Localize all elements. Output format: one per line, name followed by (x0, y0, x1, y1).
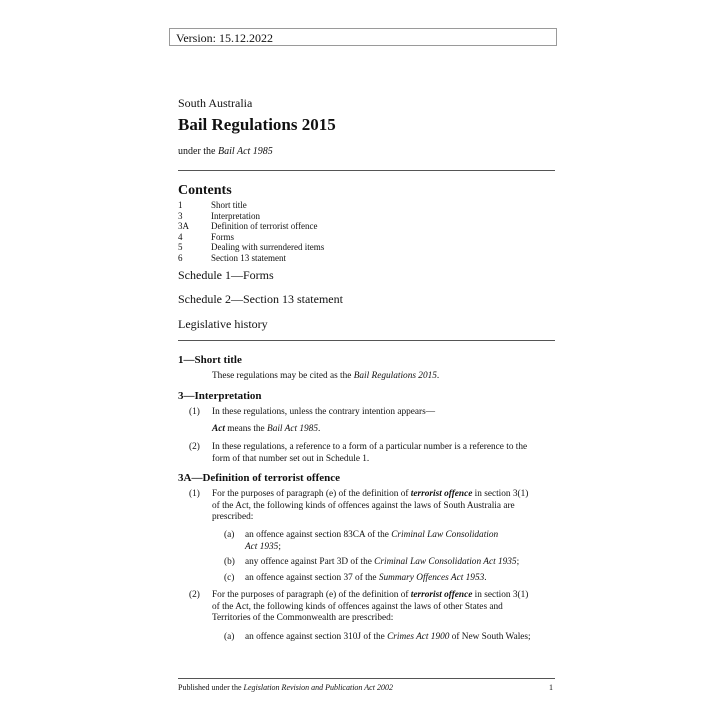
defined-term: terrorist offence (410, 590, 473, 600)
text: an offence against section 310J of the (245, 632, 388, 642)
text-line: of the Act, the following kinds of offences against the laws of South Australia are (212, 500, 515, 511)
act-name: Criminal Law Consolidation (391, 530, 499, 540)
paragraph-label: (a) (224, 530, 235, 540)
subsection-text (212, 590, 528, 625)
act-name: Act 1935 (245, 541, 279, 552)
text: For the purposes of paragraph (e) of the definition of (212, 489, 411, 499)
section-heading: 3—Interpretation (178, 390, 262, 402)
toc-item[interactable] (178, 242, 324, 253)
toc-item[interactable] (178, 211, 324, 222)
toc-num: 6 (178, 252, 183, 263)
act-name: Criminal Law Consolidation Act 1935 (374, 557, 517, 567)
paragraph-text (245, 557, 519, 569)
enabling-act: Bail Act 1985 (218, 146, 273, 157)
text-line: form of that number set out in Schedule 1. (212, 453, 370, 464)
toc-legislative-history[interactable]: Legislative history (178, 317, 268, 331)
toc-item[interactable] (178, 200, 324, 211)
paragraph-label: (a) (224, 632, 235, 642)
paragraph-text (245, 530, 498, 553)
text-line: Territories of the Commonwealth are prescribed: (212, 613, 394, 623)
toc-label: Section 13 statement (211, 252, 286, 263)
defined-term: terrorist offence (410, 489, 473, 499)
text: ; (516, 557, 520, 567)
subsection-label: (2) (189, 442, 200, 452)
footer-text (178, 683, 393, 692)
toc-num: 3A (178, 221, 189, 232)
definition (212, 424, 320, 436)
text-line: of the Act, the following kinds of offences against the laws of other States and (212, 601, 503, 612)
text: . (317, 424, 321, 434)
subsection-label: (1) (189, 489, 200, 499)
text: in section 3(1) (472, 590, 529, 600)
act-name: Bail Act 1985 (267, 424, 318, 434)
toc-item[interactable] (178, 253, 324, 264)
paragraph-label: (b) (224, 557, 235, 567)
enabling-act-line (178, 146, 273, 157)
subsection-label: (2) (189, 590, 200, 600)
divider (178, 170, 555, 171)
section-heading: 1—Short title (178, 354, 242, 366)
contents-heading: Contents (178, 183, 232, 198)
toc-num: 3 (178, 210, 183, 221)
toc-label: Forms (211, 231, 235, 242)
toc-item[interactable] (178, 221, 324, 232)
subsection-text (212, 442, 527, 465)
text: ; (278, 541, 281, 552)
text-line: prescribed: (212, 512, 254, 522)
toc-label: Short title (211, 200, 247, 210)
divider (178, 340, 555, 341)
toc-label: Interpretation (211, 210, 260, 221)
text-line: In these regulations, a reference to a form of a particular number is a reference to the (212, 442, 528, 452)
subsection-text (212, 489, 528, 524)
regulation-name: Bail Regulations 2015 (353, 371, 437, 381)
toc-num: 4 (178, 231, 183, 242)
defined-term: Act (212, 424, 225, 434)
subsection-label: (1) (189, 407, 200, 417)
subsection-text: In these regulations, unless the contrary intention appears— (212, 407, 436, 417)
text: Published under the (178, 683, 244, 692)
act-name: Legislation Revision and Publication Act 2002 (243, 683, 393, 692)
act-name: Summary Offences Act 1953 (378, 573, 485, 583)
footer-divider (178, 678, 555, 679)
toc-schedule-1[interactable]: Schedule 1—Forms (178, 268, 274, 282)
text: These regulations may be cited as the (212, 371, 354, 381)
toc-label: Definition of terrorist offence (211, 221, 318, 232)
text: of New South Wales; (449, 632, 531, 642)
text: . (484, 573, 487, 583)
paragraph-text (245, 573, 487, 585)
section-heading: 3A—Definition of terrorist offence (178, 472, 340, 484)
contents-list (178, 200, 324, 264)
text: in section 3(1) (472, 489, 529, 499)
version-label: Version: 15.12.2022 (176, 31, 273, 45)
text-line (212, 489, 528, 501)
paragraph-label: (c) (224, 573, 235, 583)
text-line (245, 530, 498, 542)
toc-num: 5 (178, 242, 183, 253)
version-box (169, 28, 557, 46)
jurisdiction: South Australia (178, 96, 253, 110)
page-title: Bail Regulations 2015 (178, 115, 336, 134)
text: an offence against section 83CA of the (245, 530, 392, 540)
act-name: Crimes Act 1900 (387, 632, 450, 642)
toc-num: 1 (178, 200, 183, 210)
text-line (245, 542, 498, 554)
text: any offence against Part 3D of the (245, 557, 375, 567)
paragraph-text (245, 632, 531, 644)
text: an offence against section 37 of the (245, 573, 379, 583)
under-prefix: under the (178, 146, 218, 157)
text: For the purposes of paragraph (e) of the definition of (212, 590, 411, 600)
toc-item[interactable] (178, 232, 324, 243)
text-line (212, 590, 528, 602)
section-text (212, 371, 439, 383)
toc-label: Dealing with surrendered items (211, 242, 325, 253)
page-number: 1 (549, 683, 553, 692)
text: means the (224, 424, 268, 434)
toc-schedule-2[interactable]: Schedule 2—Section 13 statement (178, 292, 343, 306)
text: . (436, 371, 440, 381)
